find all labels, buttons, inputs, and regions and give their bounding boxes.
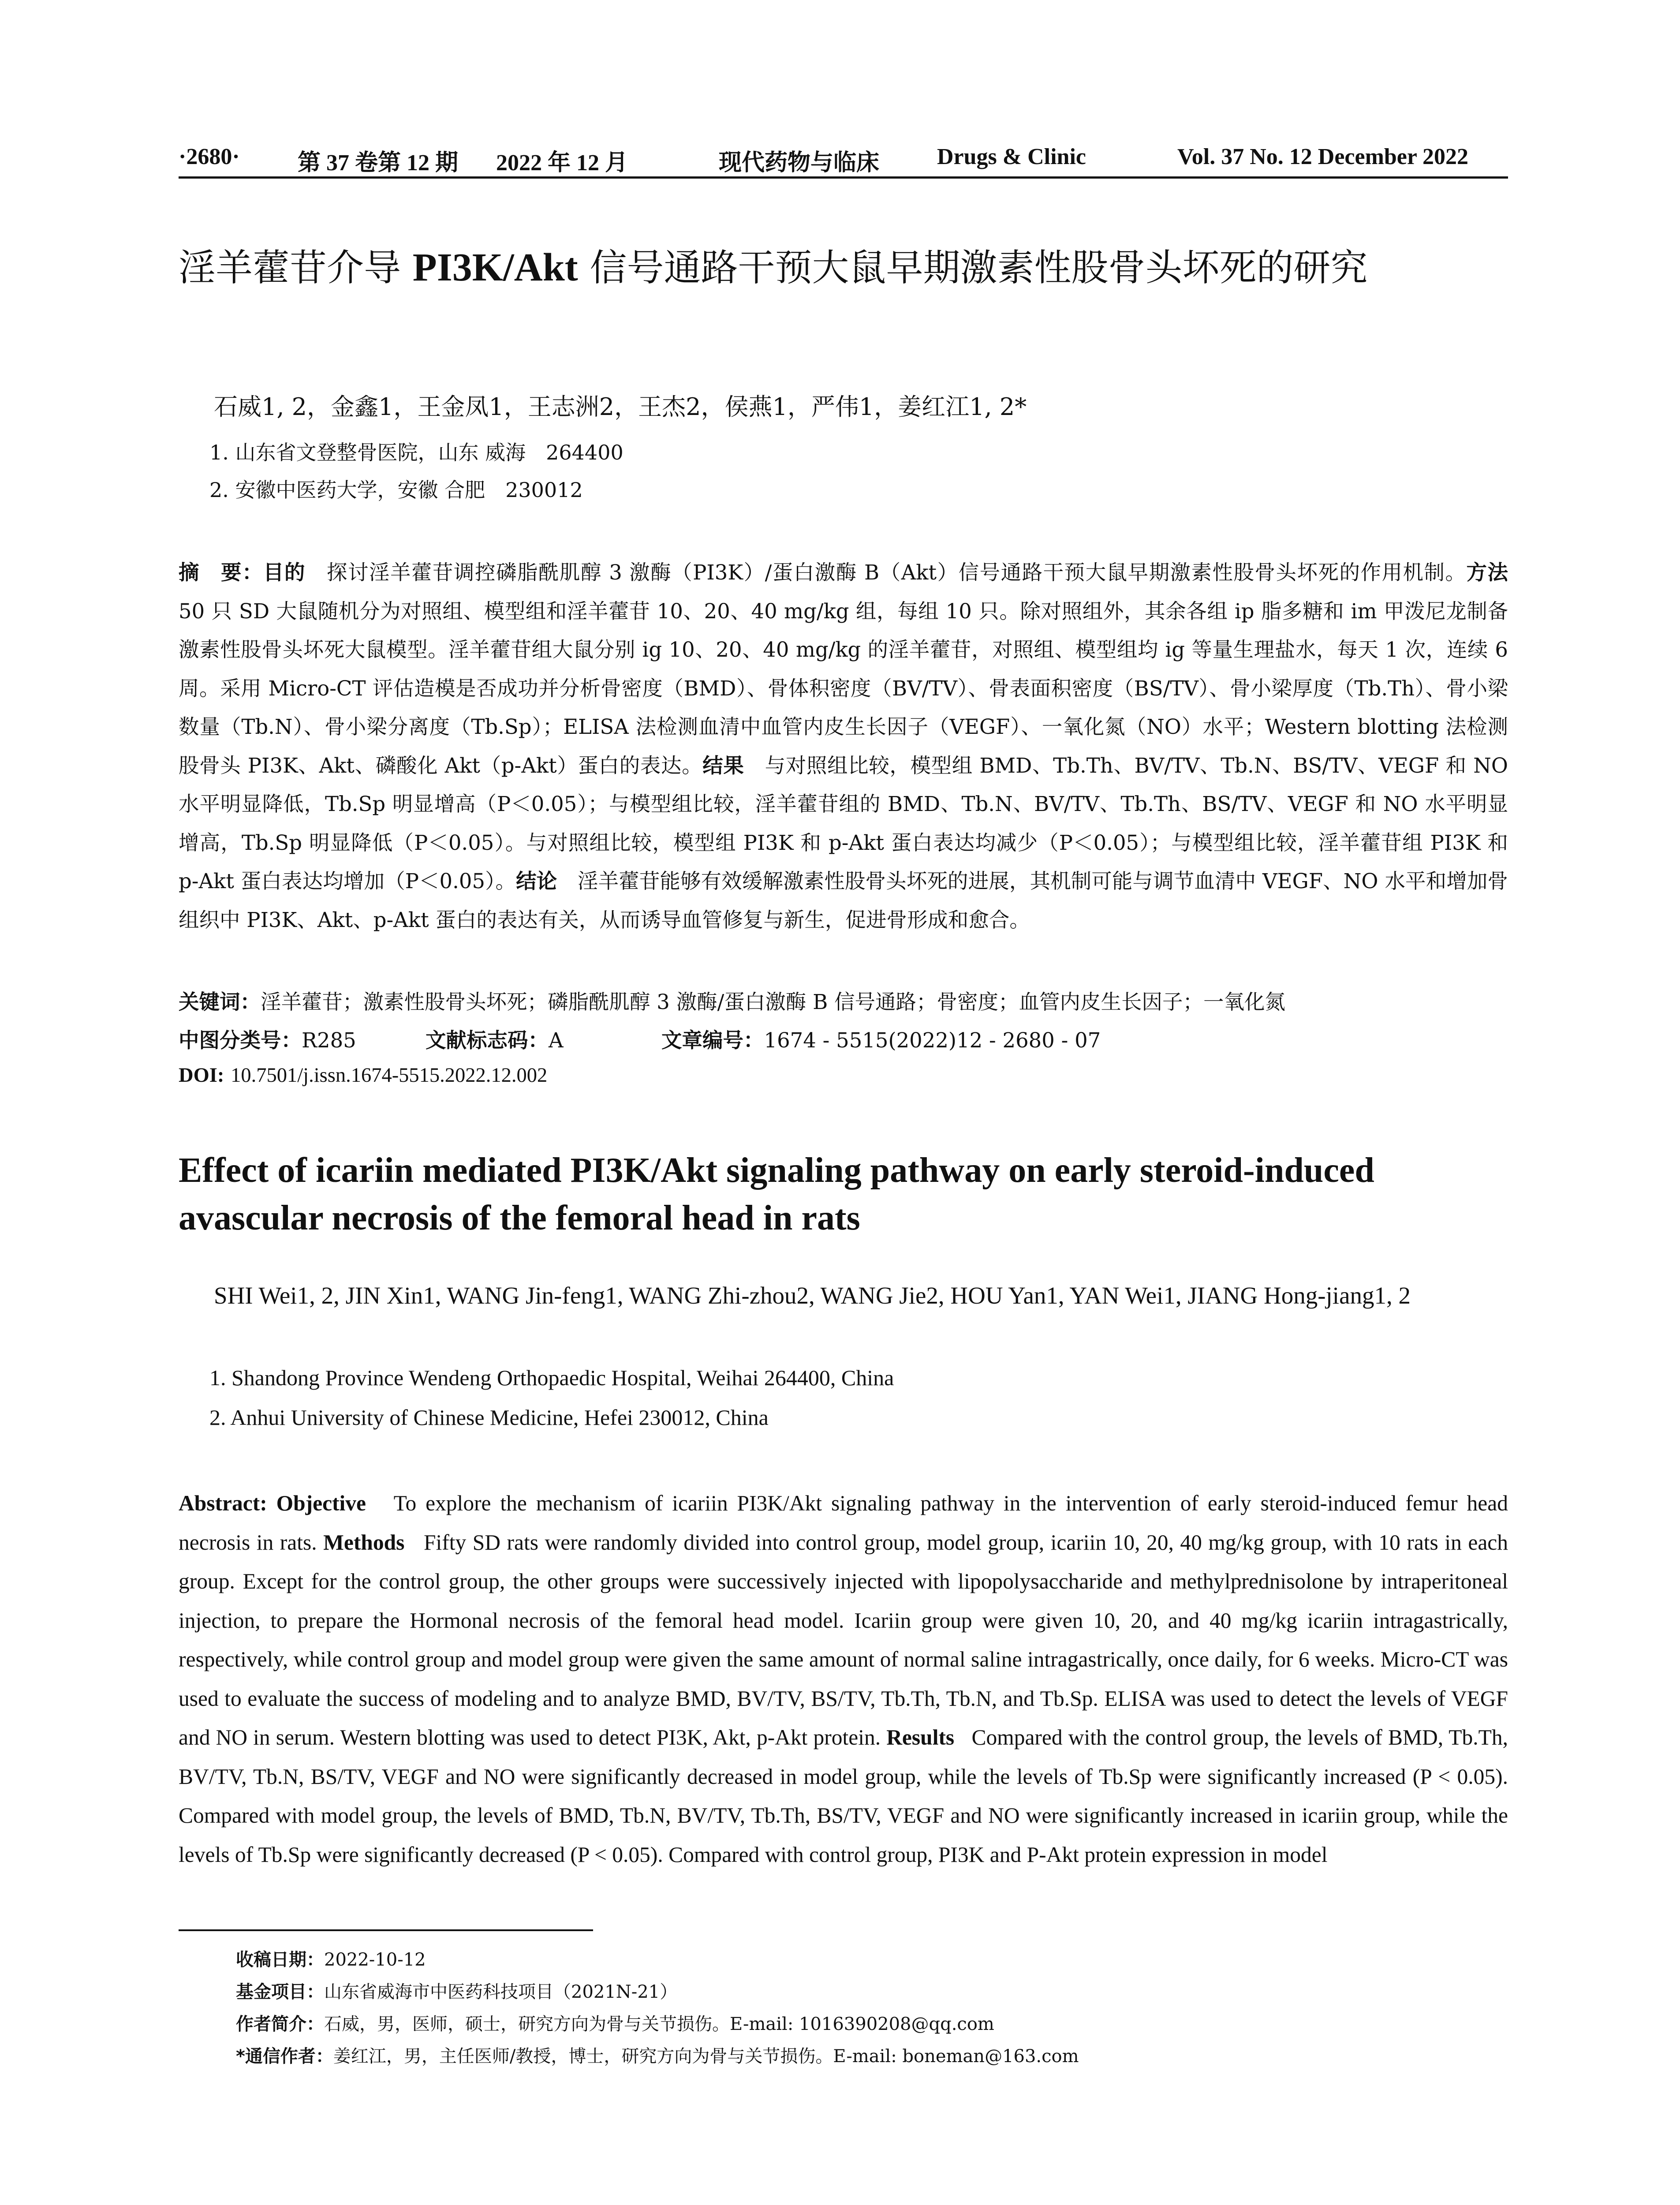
class-value: R285 xyxy=(302,1028,356,1052)
fund-value: 山东省威海市中医药科技项目（2021N-21） xyxy=(324,1982,678,2002)
results-en: Compared with the control group, the levels of BMD, Tb.Th, BV/TV, Tb.N, BS/TV, VEGF and NO were significantly decreased in model group, while the levels of Tb.Sp were significantly increased (P < 0.05). Compared with model group, the levels of BMD, Tb.N, BV/TV, Tb.Th, BS/TV, VEGF and NO were significantly increased in icariin group, while the levels of Tb.Sp were significantly decreased (P < 0.05). Compared with control group, PI3K and P-Akt protein expression in model xyxy=(179,1725,1508,1867)
footnote-corresponding xyxy=(236,2042,1079,2067)
conclusion-cn: 淫羊藿苷能够有效缓解激素性股骨头坏死的进展，其机制可能与调节血清中 VEGF、NO 水平和增加骨组织中 PI3K、Akt、p-Akt 蛋白的表达有关，从而诱导血管修复与新生，促进骨形成和愈合。 xyxy=(179,869,1508,932)
results-cn: 与对照组比较，模型组 BMD、Tb.Th、BV/TV、Tb.N、BS/TV、VEGF 和 NO 水平明显降低，Tb.Sp 明显增高（P＜0.05）；与模型组比较，淫羊藿苷组的 BMD、Tb.N、BV/TV、Tb.Th、BS/TV、VEGF 和 NO 水平明显增高，Tb.Sp 明显降低（P＜0.05）。与对照组比较，模型组 PI3K 和 p-Akt 蛋白表达均减少（P＜0.05）；与模型组比较，淫羊藿苷组 PI3K 和 p-Akt 蛋白表达均增加（P＜0.05）。 xyxy=(179,753,1508,893)
abstract-cn xyxy=(179,553,1508,939)
date-cn: 2022 年 12 月 xyxy=(496,150,628,176)
keywords-cn xyxy=(179,986,1508,1015)
methods-en: Fifty SD rats were randomly divided into control group, model group, icariin 10, 20, 40 mg/kg group, with 10 rats in each group. Except for the control group, the other groups were successively injected with lipopolysaccharide and methylprednisolone by intraperitoneal injection, to prepare the Hormonal necrosis of the femoral head model. Icariin group were given 10, 20, and 40 mg/kg icariin intragastrically, respectively, while control group and model group were given the same amount of normal saline intragastrically, once daily, for 6 weeks. Micro-CT was used to evaluate the success of modeling and to analyze BMD, BV/TV, BS/TV, Tb.Th, Tb.N, and Tb.Sp. ELISA was used to detect the levels of VEGF and NO in serum. Western blotting was used to detect PI3K, Akt, p-Akt protein. xyxy=(179,1530,1508,1749)
abstract-en xyxy=(179,1484,1508,1874)
methods-label-cn: 方法 xyxy=(1466,561,1508,584)
journal-name-cn: 现代药物与临床 xyxy=(719,150,880,176)
doi-label: DOI: xyxy=(179,1064,224,1087)
objective-en: To explore the mechanism of icariin PI3K/Akt signaling pathway in the intervention of early steroid-induced femur head necrosis in rats. xyxy=(179,1491,1508,1555)
objective-label-cn: 目的 xyxy=(263,561,306,584)
title-cn xyxy=(179,240,1508,295)
keywords-label-cn: 关键词： xyxy=(179,990,261,1014)
doccode-value: A xyxy=(549,1028,564,1052)
doccode-label: 文献标志码： xyxy=(426,1028,549,1052)
objective-cn: 探讨淫羊藿苷调控磷脂酰肌醇 3 激酶（PI3K）/蛋白激酶 B（Akt）信号通路干预大鼠早期激素性股骨头坏死的作用机制。 xyxy=(327,561,1467,584)
running-header xyxy=(179,138,1508,178)
keywords-value-cn: 淫羊藿苷；激素性股骨头坏死；磷脂酰肌醇 3 激酶/蛋白激酶 B 信号通路；骨密度；血管内皮生长因子；一氧化氮 xyxy=(261,990,1286,1014)
conclusion-label-cn: 结论 xyxy=(516,869,557,893)
article-label: 文章编号： xyxy=(661,1028,764,1052)
affiliation-en-1: 1. Shandong Province Wendeng Orthopaedic Hospital, Weihai 264400, China xyxy=(209,1365,894,1390)
footnote-author xyxy=(236,2010,994,2035)
footnote-rule xyxy=(179,1929,593,1931)
issue-en: Vol. 37 No. 12 December 2022 xyxy=(1177,144,1469,169)
authors-cn: 石威1, 2，金鑫1，王金凤1，王志洲2，王杰2，侯燕1，严伟1，姜红江1, 2* xyxy=(214,393,1027,421)
header-rule xyxy=(179,176,1508,179)
classification-line xyxy=(179,1024,1508,1054)
affiliation-cn-1: 1. 山东省文登整骨医院，山东 威海 264400 xyxy=(209,441,623,464)
journal-name-en: Drugs & Clinic xyxy=(937,144,1086,169)
author-label: 作者简介： xyxy=(236,2014,324,2034)
received-value: 2022-10-12 xyxy=(324,1950,426,1970)
author-value: 石威，男，医师，硕士，研究方向为骨与关节损伤。E-mail: 1016390208@qq.com xyxy=(324,2014,994,2034)
footnote-received xyxy=(236,1946,426,1971)
methods-label-en: Methods xyxy=(323,1530,405,1555)
affiliation-en-2: 2. Anhui University of Chinese Medicine, Hefei 230012, China xyxy=(209,1405,769,1430)
received-label: 收稿日期： xyxy=(236,1950,324,1970)
title-en: Effect of icariin mediated PI3K/Akt signaling pathway on early steroid-induced avascular necrosis of the femoral head in rats xyxy=(179,1151,1374,1237)
abstract-label-cn: 摘 要： xyxy=(179,561,263,584)
methods-cn: 50 只 SD 大鼠随机分为对照组、模型组和淫羊藿苷 10、20、40 mg/kg 组，每组 10 只。除对照组外，其余各组 ip 脂多糖和 im 甲泼尼龙制备激素性股骨头坏死大鼠模型。淫羊藿苷组大鼠分别 ig 10、20、40 mg/kg 的淫羊藿苷，对照组、模型组均 ig 等量生理盐水，每天 1 次，连续 6 周。采用 Micro-CT 评估造模是否成功并分析骨密度（BMD）、骨体积密度（BV/TV）、骨表面积密度（BS/TV）、骨小梁厚度（Tb.Th）、骨小梁数量（Tb.N）、骨小梁分离度（Tb.Sp）；ELISA 法检测血清中血管内皮生长因子（VEGF）、一氧化氮（NO）水平；Western blotting 法检测股骨头 PI3K、Akt、磷酸化 Akt（p-Akt）蛋白的表达。 xyxy=(179,599,1508,777)
title-cn-part2: 信号通路干预大鼠早期激素性股骨头坏死的研究 xyxy=(590,246,1368,289)
fund-label: 基金项目： xyxy=(236,1982,324,2002)
corr-label: *通信作者： xyxy=(236,2046,333,2067)
article-value: 1674 - 5515(2022)12 - 2680 - 07 xyxy=(764,1028,1101,1052)
footnote-fund xyxy=(236,1978,677,2003)
affiliation-cn-2: 2. 安徽中医药大学，安徽 合肥 230012 xyxy=(209,478,583,502)
page-number: ·2680· xyxy=(179,144,240,169)
title-cn-latin: PI3K/Akt xyxy=(412,246,578,289)
abstract-label-en: Abstract: xyxy=(179,1491,267,1515)
results-label-en: Results xyxy=(886,1725,955,1749)
objective-label-en: Objective xyxy=(276,1491,366,1515)
corr-value: 姜红江，男，主任医师/教授，博士，研究方向为骨与关节损伤。E-mail: boneman@163.com xyxy=(333,2046,1079,2067)
results-label-cn: 结果 xyxy=(702,753,744,777)
issue-cn: 第 37 卷第 12 期 xyxy=(298,150,459,176)
doi-line xyxy=(179,1063,1508,1087)
title-cn-part1: 淫羊藿苷介导 xyxy=(179,246,401,289)
doi-value: 10.7501/j.issn.1674-5515.2022.12.002 xyxy=(231,1064,548,1087)
authors-en: SHI Wei1, 2, JIN Xin1, WANG Jin-feng1, WANG Zhi-zhou2, WANG Jie2, HOU Yan1, YAN Wei1, JIANG Hong-jiang1, 2 xyxy=(214,1282,1411,1309)
class-label: 中图分类号： xyxy=(179,1028,302,1052)
